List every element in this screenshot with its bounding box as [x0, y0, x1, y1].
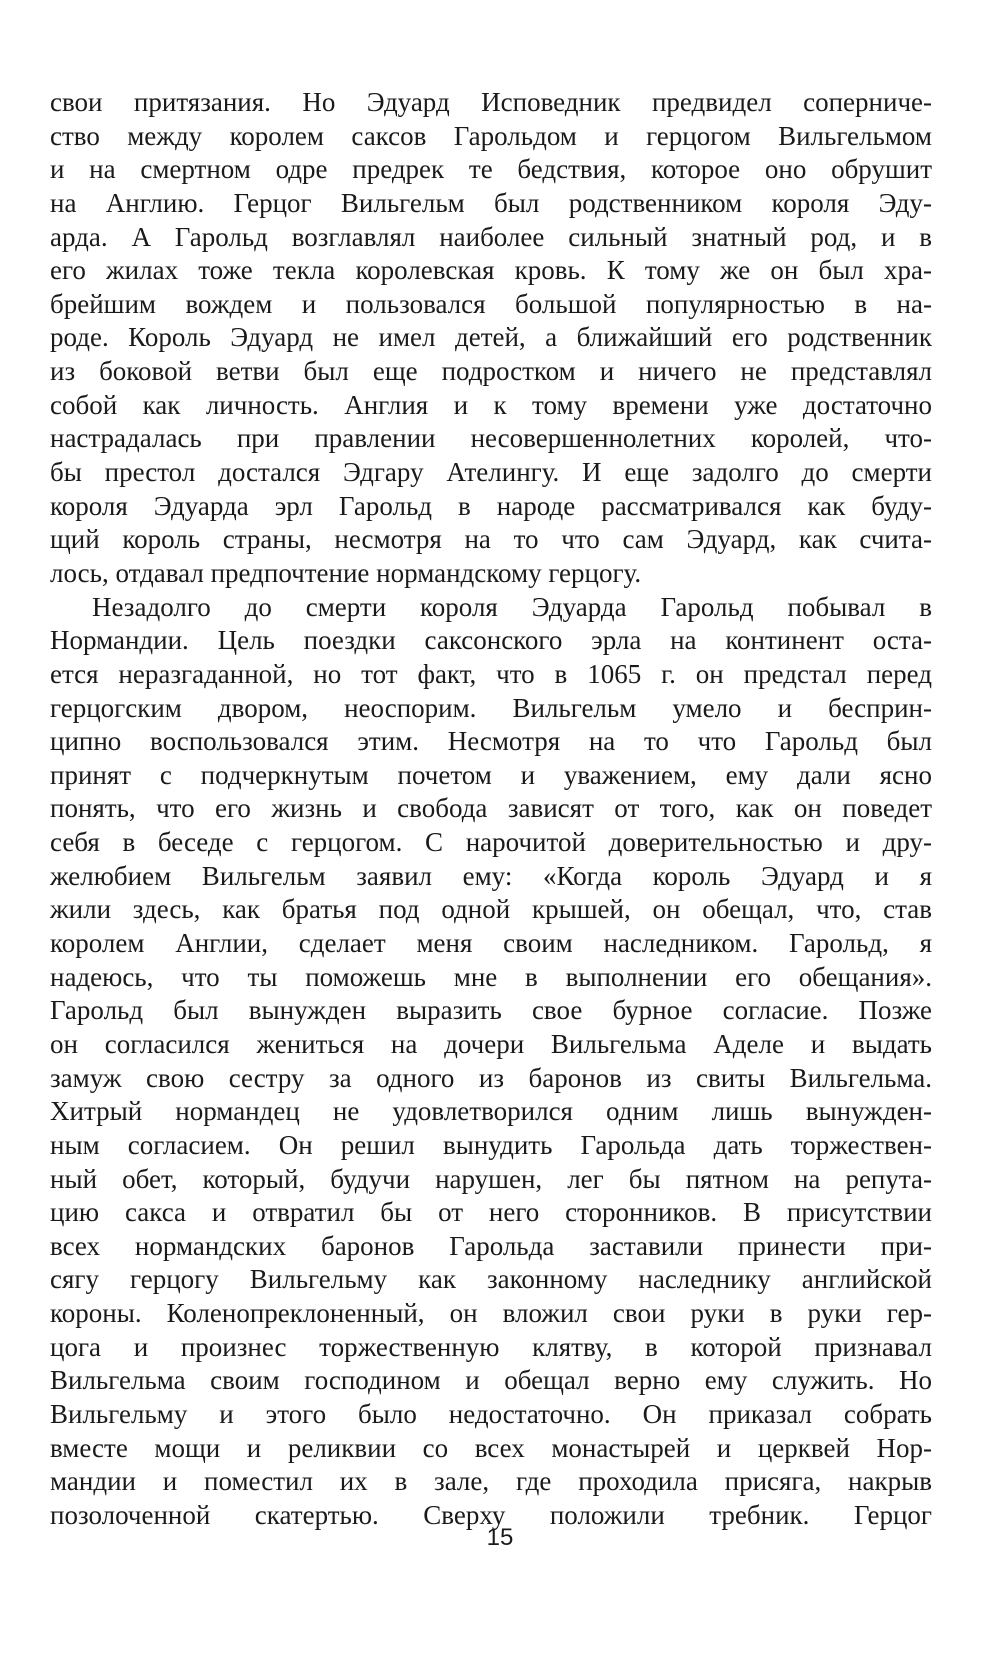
text-line: цога и произнес торжественную клятву, в которой признавал	[50, 1331, 932, 1362]
text-line: Вильгельму и этого было недостаточно. Он приказал собрать	[50, 1398, 932, 1429]
text-line: желюбием Вильгельм заявил ему: «Когда король Эдуард и я	[50, 860, 932, 891]
text-line: королем Англии, сделает меня своим наследником. Гарольд, я	[50, 928, 932, 959]
text-line: короны. Коленопреклоненный, он вложил свои руки в руки гер-	[50, 1298, 932, 1329]
text-line: роде. Король Эдуард не имел детей, а ближайший его родственник	[50, 322, 932, 353]
text-line: всех нормандских баронов Гарольда заставили принести при-	[50, 1230, 932, 1261]
text-line: настрадалась при правлении несовершеннолетних королей, что-	[50, 423, 932, 454]
text-line: замуж свою сестру за одного из баронов из свиты Вильгельма.	[50, 1062, 932, 1093]
text-line: и на смертном одре предрек те бедствия, которое оно обрушит	[50, 154, 932, 185]
text-line: Незадолго до смерти короля Эдуарда Гарольд побывал в	[92, 591, 932, 622]
text-line: себя в беседе с герцогом. С нарочитой доверительностью и дру-	[50, 827, 932, 858]
text-line: жили здесь, как братья под одной крышей, он обещал, что, став	[50, 894, 932, 925]
text-line: герцогским двором, неоспорим. Вильгельм умело и бесприн-	[50, 692, 932, 723]
text-line: ный обет, который, будучи нарушен, лег бы пятном на репута-	[50, 1163, 932, 1194]
text-line: собой как личность. Англия и к тому времени уже достаточно	[50, 389, 932, 420]
text-line: ство между королем саксов Гарольдом и герцогом Вильгельмом	[50, 120, 932, 151]
text-line: позолоченной скатертью. Сверху положили требник. Герцог	[50, 1499, 932, 1530]
text-line: сягу герцогу Вильгельму как законному наследнику английской	[50, 1264, 932, 1295]
text-line: лось, отдавал предпочтение нормандскому герцогу.	[50, 557, 642, 588]
paragraph-2	[50, 591, 932, 1533]
text-line: надеюсь, что ты поможешь мне в выполнении его обещания».	[50, 961, 932, 992]
text-line: он согласился жениться на дочери Вильгельма Аделе и выдать	[50, 1028, 932, 1059]
text-line: Нормандии. Цель поездки саксонского эрла на континент оста-	[50, 625, 932, 656]
text-line: арда. А Гарольд возглавлял наиболее сильный знатный род, и в	[50, 221, 932, 252]
text-line: свои притязания. Но Эдуард Исповедник предвидел соперниче-	[50, 87, 932, 117]
page-number: 15	[486, 1524, 514, 1551]
text-line: вместе мощи и реликвии со всех монастырей и церквей Нор-	[50, 1432, 932, 1463]
text-line: Гарольд был вынужден выразить свое бурное согласие. Позже	[50, 995, 932, 1026]
body-text	[50, 86, 932, 1533]
text-line: брейшим вождем и пользовался большой популярностью в на-	[50, 288, 932, 319]
text-line: ципно воспользовался этим. Несмотря на то что Гарольд был	[50, 726, 932, 757]
text-line: ется неразгаданной, но тот факт, что в 1065 г. он предстал перед	[50, 658, 932, 689]
text-line: цию сакса и отвратил бы от него сторонников. В присутствии	[50, 1197, 932, 1228]
text-line: мандии и поместил их в зале, где проходила присяга, накрыв	[50, 1466, 932, 1497]
text-line: короля Эдуарда эрл Гарольд в народе рассматривался как буду-	[50, 490, 932, 521]
text-line: Хитрый нормандец не удовлетворился одним лишь вынужден-	[50, 1096, 932, 1127]
text-line: щий король страны, несмотря на то что сам Эдуард, как счита-	[50, 524, 932, 555]
text-line: на Англию. Герцог Вильгельм был родственником короля Эду-	[50, 187, 932, 218]
text-line: его жилах тоже текла королевская кровь. К тому же он был хра-	[50, 255, 932, 286]
text-line: понять, что его жизнь и свобода зависят от того, как он поведет	[50, 793, 932, 824]
text-line: Вильгельма своим господином и обещал верно ему служить. Но	[50, 1365, 932, 1396]
text-line: ным согласием. Он решил вынудить Гарольда дать торжествен-	[50, 1129, 932, 1160]
text-line: бы престол достался Эдгару Ателингу. И еще задолго до смерти	[50, 457, 932, 488]
paragraph-1	[50, 86, 932, 591]
text-line: принят с подчеркнутым почетом и уважением, ему дали ясно	[50, 759, 932, 790]
text-line: из боковой ветви был еще подростком и ничего не представлял	[50, 356, 932, 387]
